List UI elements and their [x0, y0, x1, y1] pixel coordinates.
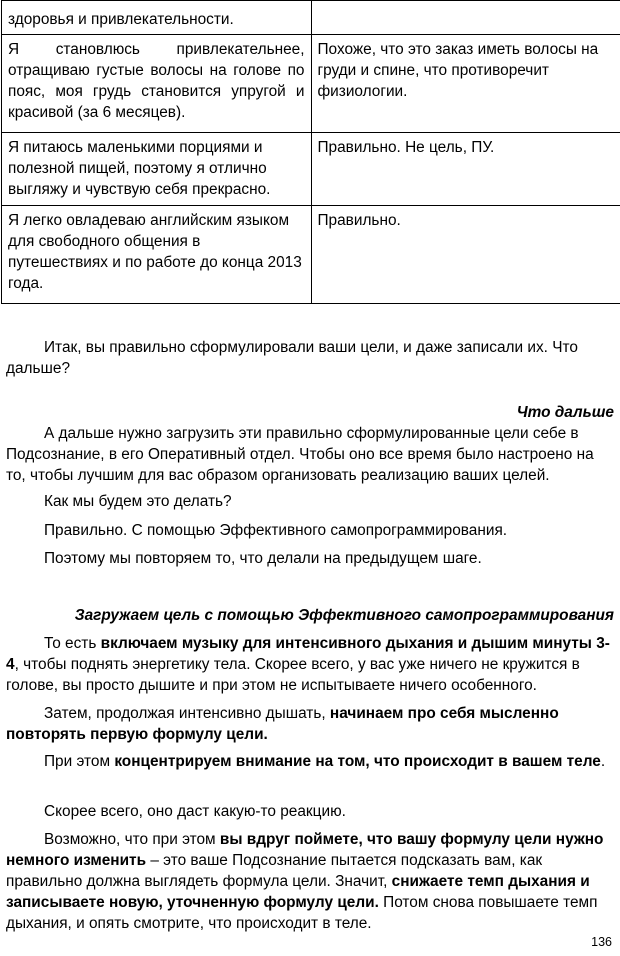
paragraph: То есть включаем музыку для интенсивного дыхания и дышим минуты 3-4, чтобы поднять энергетику тела. Скорее всего, у вас уже ничего не кружится в голове, вы просто дышите и при этом не испытываете ничего особенного.	[6, 635, 610, 694]
paragraph: Как мы будем это делать?	[44, 493, 232, 510]
table-row	[2, 206, 620, 304]
paragraph: Затем, продолжая интенсивно дышать, начинаем про себя мысленно повторять первую формулу цели.	[6, 705, 559, 743]
goal-cell: здоровья и привлекательности.	[2, 1, 312, 35]
paragraph: Скорее всего, оно даст какую-то реакцию.	[44, 803, 346, 820]
goal-cell: Я становлюсь привлекательнее, отращиваю густые волосы на голове по пояс, моя грудь становится упругой и красивой (за 6 месяцев).	[2, 35, 312, 133]
table-row	[2, 133, 620, 206]
table-row	[2, 35, 620, 133]
section-heading: Загружаем цель с помощью Эффективного самопрограммирования	[74, 607, 614, 624]
intro-paragraph: Итак, вы правильно сформулировали ваши цели, и даже записали их. Что дальше?	[6, 339, 578, 377]
section-heading: Что дальше	[516, 404, 614, 421]
table-row	[2, 1, 620, 35]
paragraph: Возможно, что при этом вы вдруг поймете, что вашу формулу цели нужно немного изменить – это ваше Подсознание пытается подсказать вам, как правильно должна выглядеть формула цели. Значит, снижаете темп дыхания и записываете новую, уточненную формулу цели. Потом снова повышаете темп дыхания, и опять смотрите, что происходит в теле.	[6, 831, 604, 932]
goals-table	[1, 0, 620, 304]
paragraph: А дальше нужно загрузить эти правильно сформулированные цели себе в Подсознание, в его Оперативный отдел. Чтобы оно все время было настроено на то, чтобы лучшим для вас образом организовать реализацию ваших целей.	[6, 425, 594, 484]
comment-cell: Правильно.	[311, 206, 620, 304]
comment-cell	[311, 1, 620, 35]
goal-cell: Я питаюсь маленькими порциями и полезной пищей, поэтому я отлично выгляжу и чувствую себя прекрасно.	[2, 133, 312, 206]
comment-cell: Правильно. Не цель, ПУ.	[311, 133, 620, 206]
goal-cell: Я легко овладеваю английским языком для свободного общения в путешествиях и по работе до конца 2013 года.	[2, 206, 312, 304]
comment-cell: Похоже, что это заказ иметь волосы на груди и спине, что противоречит физиологии.	[311, 35, 620, 133]
paragraph: Правильно. С помощью Эффективного самопрограммирования.	[44, 522, 508, 539]
paragraph: При этом концентрируем внимание на том, что происходит в вашем теле.	[44, 753, 606, 770]
paragraph: Поэтому мы повторяем то, что делали на предыдущем шаге.	[44, 550, 482, 567]
page-number: 136	[591, 935, 612, 949]
